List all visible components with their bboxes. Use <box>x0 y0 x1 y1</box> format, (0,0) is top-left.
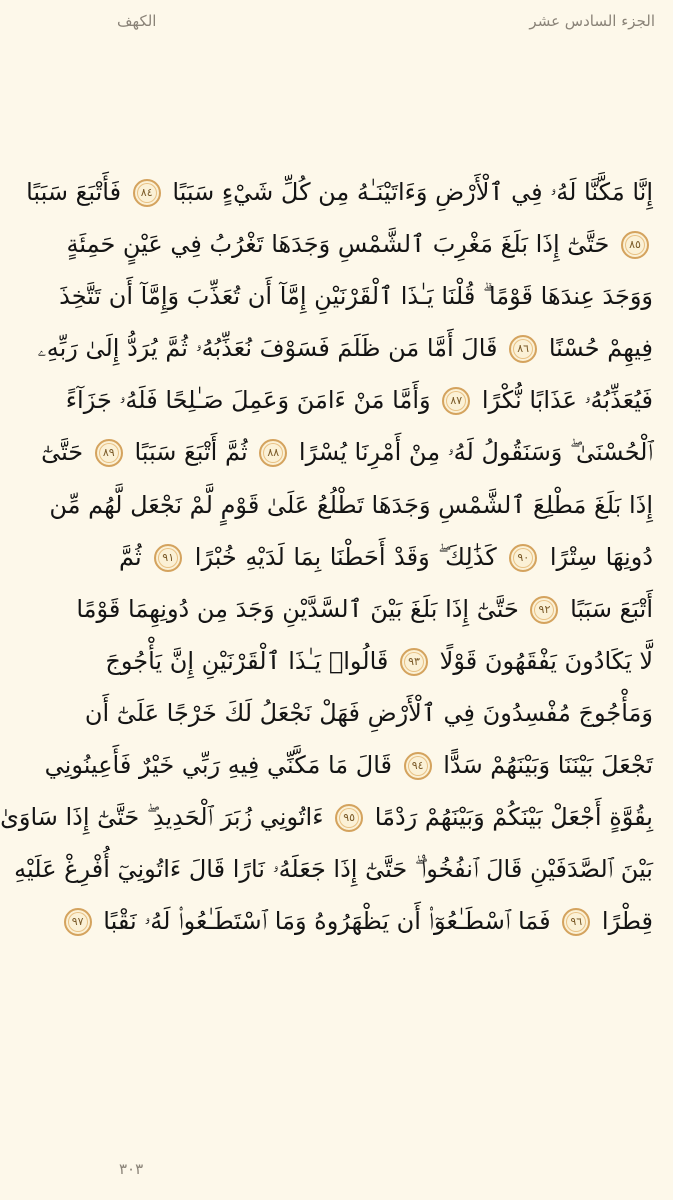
text-line <box>26 166 653 218</box>
verse-text: وَوَجَدَ عِندَهَا قَوْمًا ۗ قُلْنَا يَـٰذَا ٱلْقَرْنَيْنِ إِمَّآ أَن تُعَذِّبَ وَإِمَّآ أَن تَتَّخِذَ <box>59 282 653 311</box>
verse-text: وَمَأْجُوجَ مُفْسِدُونَ فِي ٱلْأَرْضِ فَهَلْ نَجْعَلُ لَكَ خَرْجًا عَلَىٰٓ أَن <box>84 698 653 727</box>
text-line <box>105 635 653 687</box>
text-line <box>44 739 653 791</box>
ayah-number-marker: ٨٤ <box>133 179 161 207</box>
ayah-number-marker: ٨٩ <box>95 439 123 467</box>
verse-text: قَالَ أَمَّا مَن ظَلَمَ فَسَوْفَ نُعَذِّبُهُۥ ثُمَّ يُرَدُّ إِلَىٰ رَبِّهِۦ <box>37 334 498 363</box>
verse-text: حَتَّىٰٓ <box>41 438 84 467</box>
verse-text: فَأَتْبَعَ سَبَبًا <box>26 178 122 206</box>
text-line <box>71 895 653 947</box>
text-line <box>37 322 653 374</box>
page-number: ٣٠٣ <box>119 1160 144 1178</box>
ayah-number-marker: ٩٥ <box>335 804 363 832</box>
text-line <box>76 583 653 635</box>
verse-text: ثُمَّ أَتْبَعَ سَبَبًا <box>134 438 248 467</box>
verse-text: أَتْبَعَ سَبَبًا <box>570 594 653 623</box>
ayah-number-marker: ٩٢ <box>530 596 558 624</box>
verse-text: فِيهِمْ حُسْنًا <box>548 334 653 363</box>
text-line <box>84 687 653 739</box>
text-line <box>65 374 653 426</box>
page-header <box>99 0 673 44</box>
text-line <box>49 479 653 531</box>
verse-text: لَّا يَكَادُونَ يَفْقَهُونَ قَوْلًا <box>439 646 653 675</box>
ayah-number-marker: ٨٦ <box>509 335 537 363</box>
verse-text: ثُمَّ <box>119 542 142 571</box>
juz-label: الجزء السادس عشر <box>529 12 655 30</box>
verse-text: كَذَٰلِكَ ۖ وَقَدْ أَحَطْنَا بِمَا لَدَيْهِ خُبْرًا <box>194 542 497 571</box>
verse-text: إِذَا بَلَغَ مَطْلِعَ ٱلشَّمْسِ وَجَدَهَا تَطْلُعُ عَلَىٰ قَوْمٍ لَّمْ نَجْعَل لَّهُم مِّن <box>49 490 653 519</box>
verse-text: فَمَا ٱسْطَـٰعُوٓا۟ أَن يَظْهَرُوهُ وَمَا ٱسْتَطَـٰعُوا۟ لَهُۥ نَقْبًا <box>103 907 551 936</box>
verse-text: فَيُعَذِّبُهُۥ عَذَابًا نُّكْرًا <box>481 386 653 415</box>
surah-label: الكهف <box>117 12 157 30</box>
ayah-number-marker: ٩٤ <box>404 752 432 780</box>
verse-text: ءَاتُونِي زُبَرَ ٱلْحَدِيدِ ۖ حَتَّىٰٓ إِذَا سَاوَىٰ <box>0 803 324 832</box>
verse-text: بِقُوَّةٍ أَجْعَلْ بَيْنَكُمْ وَبَيْنَهُمْ رَدْمًا <box>374 803 653 832</box>
verse-text: قِطْرًا <box>601 907 653 936</box>
verse-text: دُونِهَا سِتْرًا <box>549 542 654 571</box>
text-line <box>59 270 653 322</box>
ayah-number-marker: ٩٦ <box>562 908 590 936</box>
text-line <box>41 426 653 478</box>
verse-text: وَأَمَّا مَنْ ءَامَنَ وَعَمِلَ صَـٰلِحًا فَلَهُۥ جَزَآءً <box>65 386 431 415</box>
ayah-number-marker: ٩٧ <box>64 908 92 936</box>
verse-text: إِنَّا مَكَّنَّا لَهُۥ فِي ٱلْأَرْضِ وَءَاتَيْنَـٰهُ مِن كُلِّ شَيْءٍ سَبَبًا <box>172 178 653 206</box>
text-line <box>0 791 653 843</box>
verse-text: حَتَّىٰٓ إِذَا بَلَغَ مَغْرِبَ ٱلشَّمْسِ وَجَدَهَا تَغْرُبُ فِي عَيْنٍ حَمِئَةٍ <box>66 230 610 259</box>
ayah-number-marker: ٨٧ <box>442 387 470 415</box>
verse-text: ٱلْحُسْنَىٰ ۖ وَسَنَقُولُ لَهُۥ مِنْ أَمْرِنَا يُسْرًا <box>298 438 653 467</box>
verse-text: بَيْنَ ٱلصَّدَفَيْنِ قَالَ ٱنفُخُوا۟ ۖ حَتَّىٰٓ إِذَا جَعَلَهُۥ نَارًا قَالَ ءَاتُونِيٓ أُفْرِغْ عَلَيْهِ <box>14 855 653 884</box>
ayah-number-marker: ٩٣ <box>400 648 428 676</box>
verse-text: تَجْعَلَ بَيْنَنَا وَبَيْنَهُمْ سَدًّا <box>443 751 653 780</box>
ayah-number-marker: ٩١ <box>154 544 182 572</box>
verse-text: حَتَّىٰٓ إِذَا بَلَغَ بَيْنَ ٱلسَّدَّيْنِ وَجَدَ مِن دُونِهِمَا قَوْمًا <box>76 594 519 623</box>
text-line <box>119 531 653 583</box>
ayah-number-marker: ٨٨ <box>259 439 287 467</box>
ayah-number-marker: ٨٥ <box>621 231 649 259</box>
ayah-number-marker: ٩٠ <box>509 544 537 572</box>
quran-page-text <box>0 166 654 947</box>
verse-text: قَالُوا۟ يَـٰذَا ٱلْقَرْنَيْنِ إِنَّ يَأْجُوجَ <box>105 646 389 675</box>
text-line <box>66 218 653 270</box>
text-line <box>14 843 653 895</box>
verse-text: قَالَ مَا مَكَّنِّي فِيهِ رَبِّي خَيْرٌ فَأَعِينُونِي <box>44 751 393 780</box>
